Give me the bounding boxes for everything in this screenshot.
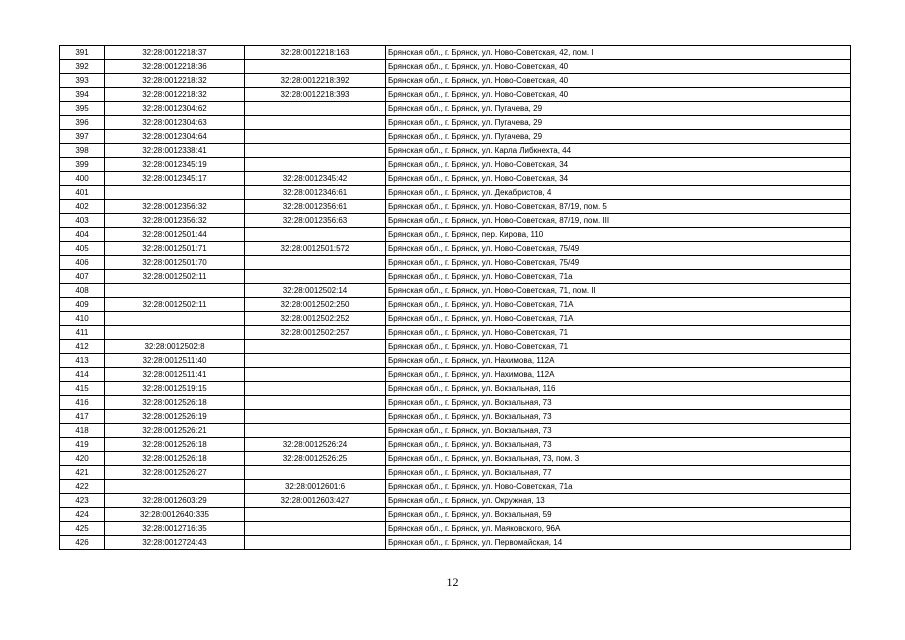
row-number-cell: 391 (60, 46, 105, 60)
row-number-cell: 426 (60, 536, 105, 550)
table-row (60, 200, 851, 214)
address-cell: Брянская обл., г. Брянск, ул. Вокзальная, 59 (386, 508, 851, 522)
cadastral-number-cell: 32:28:0012603:29 (105, 494, 245, 508)
address-cell: Брянская обл., г. Брянск, ул. Ново-Советская, 71 (386, 326, 851, 340)
table-row (60, 116, 851, 130)
table-row (60, 60, 851, 74)
cadastral-number-cell: 32:28:0012716:35 (105, 522, 245, 536)
row-number-cell: 415 (60, 382, 105, 396)
address-cell: Брянская обл., г. Брянск, ул. Пугачева, 29 (386, 116, 851, 130)
table-row (60, 368, 851, 382)
table-row (60, 536, 851, 550)
row-number-cell: 403 (60, 214, 105, 228)
cadastral-number-cell: 32:28:0012345:19 (105, 158, 245, 172)
cadastral-number-cell: 32:28:0012356:32 (105, 200, 245, 214)
address-cell: Брянская обл., г. Брянск, ул. Ново-Советская, 34 (386, 172, 851, 186)
table-row (60, 214, 851, 228)
row-number-cell: 418 (60, 424, 105, 438)
address-cell: Брянская обл., г. Брянск, ул. Ново-Советская, 34 (386, 158, 851, 172)
row-number-cell: 401 (60, 186, 105, 200)
building-cadastral-number-cell: 32:28:0012603:427 (245, 494, 386, 508)
row-number-cell: 419 (60, 438, 105, 452)
building-cadastral-number-cell (245, 508, 386, 522)
table-row (60, 256, 851, 270)
cadastral-number-cell (105, 312, 245, 326)
address-cell: Брянская обл., г. Брянск, ул. Ново-Советская, 87/19, пом. 5 (386, 200, 851, 214)
building-cadastral-number-cell (245, 270, 386, 284)
address-cell: Брянская обл., г. Брянск, ул. Декабристов, 4 (386, 186, 851, 200)
row-number-cell: 409 (60, 298, 105, 312)
row-number-cell: 394 (60, 88, 105, 102)
row-number-cell: 392 (60, 60, 105, 74)
cadastral-number-cell: 32:28:0012724:43 (105, 536, 245, 550)
building-cadastral-number-cell (245, 60, 386, 74)
address-cell: Брянская обл., г. Брянск, ул. Пугачева, 29 (386, 102, 851, 116)
table-row (60, 312, 851, 326)
address-cell: Брянская обл., г. Брянск, ул. Ново-Советская, 40 (386, 88, 851, 102)
address-cell: Брянская обл., г. Брянск, ул. Ново-Советская, 71А (386, 312, 851, 326)
cadastral-number-cell: 32:28:0012526:21 (105, 424, 245, 438)
cadastral-number-cell: 32:28:0012304:64 (105, 130, 245, 144)
table-row (60, 410, 851, 424)
building-cadastral-number-cell: 32:28:0012218:392 (245, 74, 386, 88)
table-row (60, 102, 851, 116)
address-cell: Брянская обл., г. Брянск, ул. Ново-Советская, 42, пом. I (386, 46, 851, 60)
table-row (60, 522, 851, 536)
building-cadastral-number-cell: 32:28:0012356:61 (245, 200, 386, 214)
building-cadastral-number-cell: 32:28:0012218:163 (245, 46, 386, 60)
row-number-cell: 413 (60, 354, 105, 368)
table-row (60, 88, 851, 102)
cadastral-number-cell: 32:28:0012502:11 (105, 270, 245, 284)
table-row (60, 284, 851, 298)
address-cell: Брянская обл., г. Брянск, ул. Ново-Советская, 75/49 (386, 256, 851, 270)
page-number: 12 (446, 575, 459, 589)
building-cadastral-number-cell (245, 410, 386, 424)
row-number-cell: 393 (60, 74, 105, 88)
table-row (60, 508, 851, 522)
row-number-cell: 397 (60, 130, 105, 144)
table-row (60, 186, 851, 200)
building-cadastral-number-cell: 32:28:0012345:42 (245, 172, 386, 186)
building-cadastral-number-cell: 32:28:0012601:6 (245, 480, 386, 494)
table-row (60, 298, 851, 312)
address-cell: Брянская обл., г. Брянск, ул. Вокзальная, 73 (386, 396, 851, 410)
building-cadastral-number-cell (245, 116, 386, 130)
table-row (60, 382, 851, 396)
building-cadastral-number-cell (245, 368, 386, 382)
table-row (60, 466, 851, 480)
cadastral-number-cell: 32:28:0012356:32 (105, 214, 245, 228)
row-number-cell: 425 (60, 522, 105, 536)
table-row (60, 242, 851, 256)
address-cell: Брянская обл., г. Брянск, ул. Вокзальная, 73 (386, 424, 851, 438)
building-cadastral-number-cell (245, 144, 386, 158)
building-cadastral-number-cell: 32:28:0012218:393 (245, 88, 386, 102)
building-cadastral-number-cell: 32:28:0012502:257 (245, 326, 386, 340)
table-row (60, 130, 851, 144)
building-cadastral-number-cell (245, 130, 386, 144)
building-cadastral-number-cell (245, 256, 386, 270)
building-cadastral-number-cell (245, 424, 386, 438)
cadastral-number-cell: 32:28:0012511:40 (105, 354, 245, 368)
row-number-cell: 421 (60, 466, 105, 480)
address-cell: Брянская обл., г. Брянск, ул. Ново-Советская, 71, пом. II (386, 284, 851, 298)
cadastral-number-cell (105, 284, 245, 298)
row-number-cell: 424 (60, 508, 105, 522)
building-cadastral-number-cell (245, 158, 386, 172)
table-row (60, 438, 851, 452)
address-cell: Брянская обл., г. Брянск, ул. Ново-Советская, 71а (386, 480, 851, 494)
row-number-cell: 402 (60, 200, 105, 214)
address-cell: Брянская обл., г. Брянск, ул. Маяковского, 96А (386, 522, 851, 536)
building-cadastral-number-cell (245, 354, 386, 368)
address-cell: Брянская обл., г. Брянск, ул. Вокзальная, 73 (386, 438, 851, 452)
row-number-cell: 416 (60, 396, 105, 410)
cadastral-number-cell: 32:28:0012218:37 (105, 46, 245, 60)
row-number-cell: 404 (60, 228, 105, 242)
table-row (60, 158, 851, 172)
row-number-cell: 410 (60, 312, 105, 326)
row-number-cell: 412 (60, 340, 105, 354)
table-row (60, 480, 851, 494)
table-row (60, 354, 851, 368)
cadastral-number-cell: 32:28:0012519:15 (105, 382, 245, 396)
row-number-cell: 399 (60, 158, 105, 172)
row-number-cell: 395 (60, 102, 105, 116)
cadastral-number-cell: 32:28:0012218:36 (105, 60, 245, 74)
property-table-body (60, 46, 851, 550)
cadastral-number-cell: 32:28:0012501:71 (105, 242, 245, 256)
building-cadastral-number-cell (245, 522, 386, 536)
table-row (60, 172, 851, 186)
table-row (60, 46, 851, 60)
address-cell: Брянская обл., г. Брянск, ул. Первомайская, 14 (386, 536, 851, 550)
cadastral-number-cell: 32:28:0012304:62 (105, 102, 245, 116)
table-row (60, 270, 851, 284)
address-cell: Брянская обл., г. Брянск, ул. Вокзальная, 73 (386, 410, 851, 424)
building-cadastral-number-cell: 32:28:0012526:25 (245, 452, 386, 466)
building-cadastral-number-cell (245, 396, 386, 410)
cadastral-number-cell: 32:28:0012218:32 (105, 88, 245, 102)
building-cadastral-number-cell (245, 228, 386, 242)
address-cell: Брянская обл., г. Брянск, ул. Ново-Советская, 40 (386, 60, 851, 74)
address-cell: Брянская обл., г. Брянск, ул. Ново-Советская, 71 (386, 340, 851, 354)
address-cell: Брянская обл., г. Брянск, пер. Кирова, 110 (386, 228, 851, 242)
address-cell: Брянская обл., г. Брянск, ул. Ново-Советская, 71а (386, 270, 851, 284)
row-number-cell: 423 (60, 494, 105, 508)
building-cadastral-number-cell (245, 102, 386, 116)
building-cadastral-number-cell (245, 340, 386, 354)
property-table (59, 45, 851, 550)
row-number-cell: 417 (60, 410, 105, 424)
address-cell: Брянская обл., г. Брянск, ул. Вокзальная, 77 (386, 466, 851, 480)
cadastral-number-cell: 32:28:0012526:27 (105, 466, 245, 480)
address-cell: Брянская обл., г. Брянск, ул. Нахимова, 112А (386, 368, 851, 382)
cadastral-number-cell (105, 186, 245, 200)
cadastral-number-cell: 32:28:0012502:8 (105, 340, 245, 354)
building-cadastral-number-cell: 32:28:0012356:63 (245, 214, 386, 228)
cadastral-number-cell: 32:28:0012640:335 (105, 508, 245, 522)
row-number-cell: 411 (60, 326, 105, 340)
cadastral-number-cell: 32:28:0012345:17 (105, 172, 245, 186)
table-row (60, 228, 851, 242)
cadastral-number-cell: 32:28:0012501:70 (105, 256, 245, 270)
cadastral-number-cell: 32:28:0012304:63 (105, 116, 245, 130)
cadastral-number-cell: 32:28:0012502:11 (105, 298, 245, 312)
table-row (60, 326, 851, 340)
table-row (60, 452, 851, 466)
building-cadastral-number-cell: 32:28:0012501:572 (245, 242, 386, 256)
building-cadastral-number-cell (245, 536, 386, 550)
building-cadastral-number-cell: 32:28:0012502:14 (245, 284, 386, 298)
table-row (60, 494, 851, 508)
address-cell: Брянская обл., г. Брянск, ул. Нахимова, 112А (386, 354, 851, 368)
cadastral-number-cell: 32:28:0012338:41 (105, 144, 245, 158)
row-number-cell: 420 (60, 452, 105, 466)
table-row (60, 74, 851, 88)
cadastral-number-cell: 32:28:0012511:41 (105, 368, 245, 382)
address-cell: Брянская обл., г. Брянск, ул. Ново-Советская, 75/49 (386, 242, 851, 256)
building-cadastral-number-cell: 32:28:0012526:24 (245, 438, 386, 452)
building-cadastral-number-cell (245, 382, 386, 396)
row-number-cell: 407 (60, 270, 105, 284)
row-number-cell: 406 (60, 256, 105, 270)
row-number-cell: 422 (60, 480, 105, 494)
building-cadastral-number-cell: 32:28:0012346:61 (245, 186, 386, 200)
address-cell: Брянская обл., г. Брянск, ул. Карла Либкнехта, 44 (386, 144, 851, 158)
cadastral-number-cell: 32:28:0012526:19 (105, 410, 245, 424)
building-cadastral-number-cell: 32:28:0012502:252 (245, 312, 386, 326)
address-cell: Брянская обл., г. Брянск, ул. Ново-Советская, 71А (386, 298, 851, 312)
row-number-cell: 398 (60, 144, 105, 158)
row-number-cell: 400 (60, 172, 105, 186)
cadastral-number-cell: 32:28:0012526:18 (105, 452, 245, 466)
address-cell: Брянская обл., г. Брянск, ул. Вокзальная, 73, пом. 3 (386, 452, 851, 466)
address-cell: Брянская обл., г. Брянск, ул. Ново-Советская, 40 (386, 74, 851, 88)
building-cadastral-number-cell (245, 466, 386, 480)
table-row (60, 144, 851, 158)
cadastral-number-cell: 32:28:0012526:18 (105, 438, 245, 452)
cadastral-number-cell (105, 480, 245, 494)
row-number-cell: 396 (60, 116, 105, 130)
address-cell: Брянская обл., г. Брянск, ул. Пугачева, 29 (386, 130, 851, 144)
table-row (60, 340, 851, 354)
cadastral-number-cell (105, 326, 245, 340)
address-cell: Брянская обл., г. Брянск, ул. Ново-Советская, 87/19, пом. III (386, 214, 851, 228)
row-number-cell: 414 (60, 368, 105, 382)
row-number-cell: 405 (60, 242, 105, 256)
table-row (60, 424, 851, 438)
table-row (60, 396, 851, 410)
address-cell: Брянская обл., г. Брянск, ул. Вокзальная, 116 (386, 382, 851, 396)
cadastral-number-cell: 32:28:0012501:44 (105, 228, 245, 242)
cadastral-number-cell: 32:28:0012218:32 (105, 74, 245, 88)
building-cadastral-number-cell: 32:28:0012502:250 (245, 298, 386, 312)
row-number-cell: 408 (60, 284, 105, 298)
cadastral-number-cell: 32:28:0012526:18 (105, 396, 245, 410)
address-cell: Брянская обл., г. Брянск, ул. Окружная, 13 (386, 494, 851, 508)
